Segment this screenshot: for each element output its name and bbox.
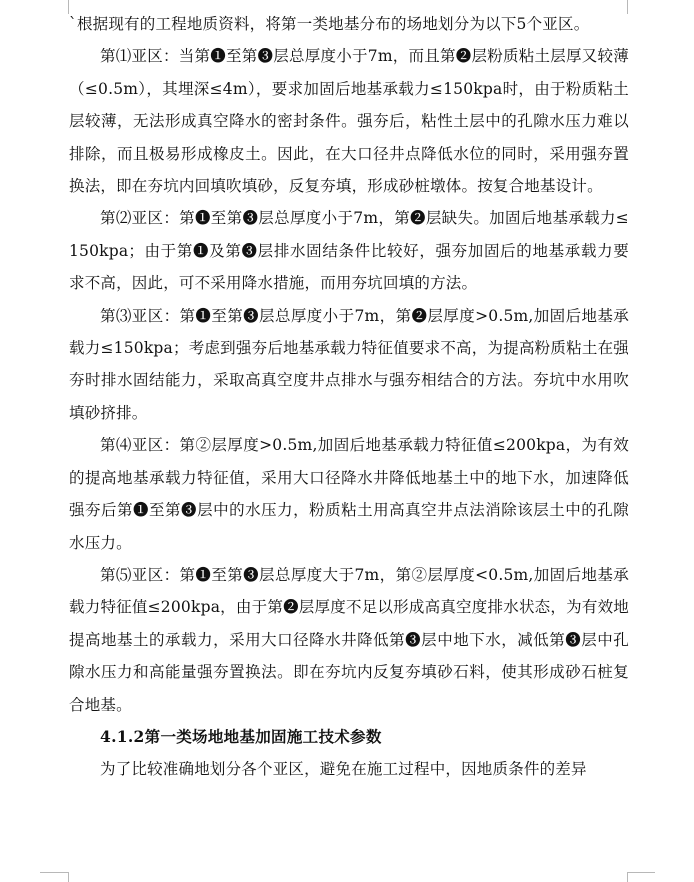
paragraph-subzone-1[interactable]: 第⑴亚区：当第❶至第❸层总厚度小于7m，而且第❷层粉质粘土层厚又较薄（≤0.5m），其埋深≤4m），要求加固后地基承载力≤150kpa时，由于粉质粘土层较薄，无法形成真空降水的密封条件。强夯后，粘性土层中的孔隙水压力难以排除，而且极易形成橡皮土。因此，在大口径井点降低水位的同时，采用强夯置换法，即在夯坑内回填吹填砂，反复夯填，形成砂桩墩体。按复合地基设计。 <box>69 47 629 196</box>
paragraph-subzone-4[interactable]: 第⑷亚区：第②层厚度>0.5m,加固后地基承载力特征值≤200kpa，为有效的提高地基承载力特征值，采用大口径降水井降低地基土中的地下水，加速降低强夯后第❶至第❸层中的水压力，粉质粘土用高真空井点法消除该层土中的孔隙水压力。 <box>69 436 629 552</box>
margin-mark-bottom-left-vertical <box>68 872 69 882</box>
margin-mark-bottom-left <box>40 872 68 873</box>
margin-mark-bottom-right <box>627 872 655 873</box>
document-body[interactable] <box>69 8 629 786</box>
paragraph-intro[interactable]: `根据现有的工程地质资料，将第一类地基分布的场地划分为以下5个亚区。 <box>69 15 590 33</box>
paragraph-subzone-5[interactable]: 第⑸亚区：第❶至第❸层总厚度大于7m，第②层厚度<0.5m,加固后地基承载力特征值≤200kpa，由于第❷层厚度不足以形成高真空度排水状态，为有效地提高地基土的承载力，采用大口径降水井降低第❸层中地下水，减低第❸层中孔隙水压力和高能量强夯置换法。即在夯坑内反复夯填砂石料，使其形成砂石桩复合地基。 <box>69 565 629 714</box>
paragraph-subzone-2[interactable]: 第⑵亚区：第❶至第❸层总厚度小于7m，第❷层缺失。加固后地基承载力≤150kpa；由于第❶及第❸层排水固结条件比较好，强夯加固后的地基承载力要求不高，因此，可不采用降水措施，而用夯坑回填的方法。 <box>69 209 629 293</box>
paragraph-trailing[interactable]: 为了比较准确地划分各个亚区，避免在施工过程中，因地质条件的差异 <box>100 760 587 779</box>
section-heading[interactable]: 4.1.2第一类场地地基加固施工技术参数 <box>100 726 382 746</box>
margin-mark-bottom-right-vertical <box>627 872 628 882</box>
paragraph-subzone-3[interactable]: 第⑶亚区：第❶至第❸层总厚度小于7m，第❷层厚度>0.5m,加固后地基承载力≤150kpa；考虑到强夯后地基承载力特征值要求不高，为提高粉质粘土在强夯时排水固结能力，采取高真空度井点排水与强夯相结合的方法。夯坑中水用吹填砂挤排。 <box>69 306 629 422</box>
